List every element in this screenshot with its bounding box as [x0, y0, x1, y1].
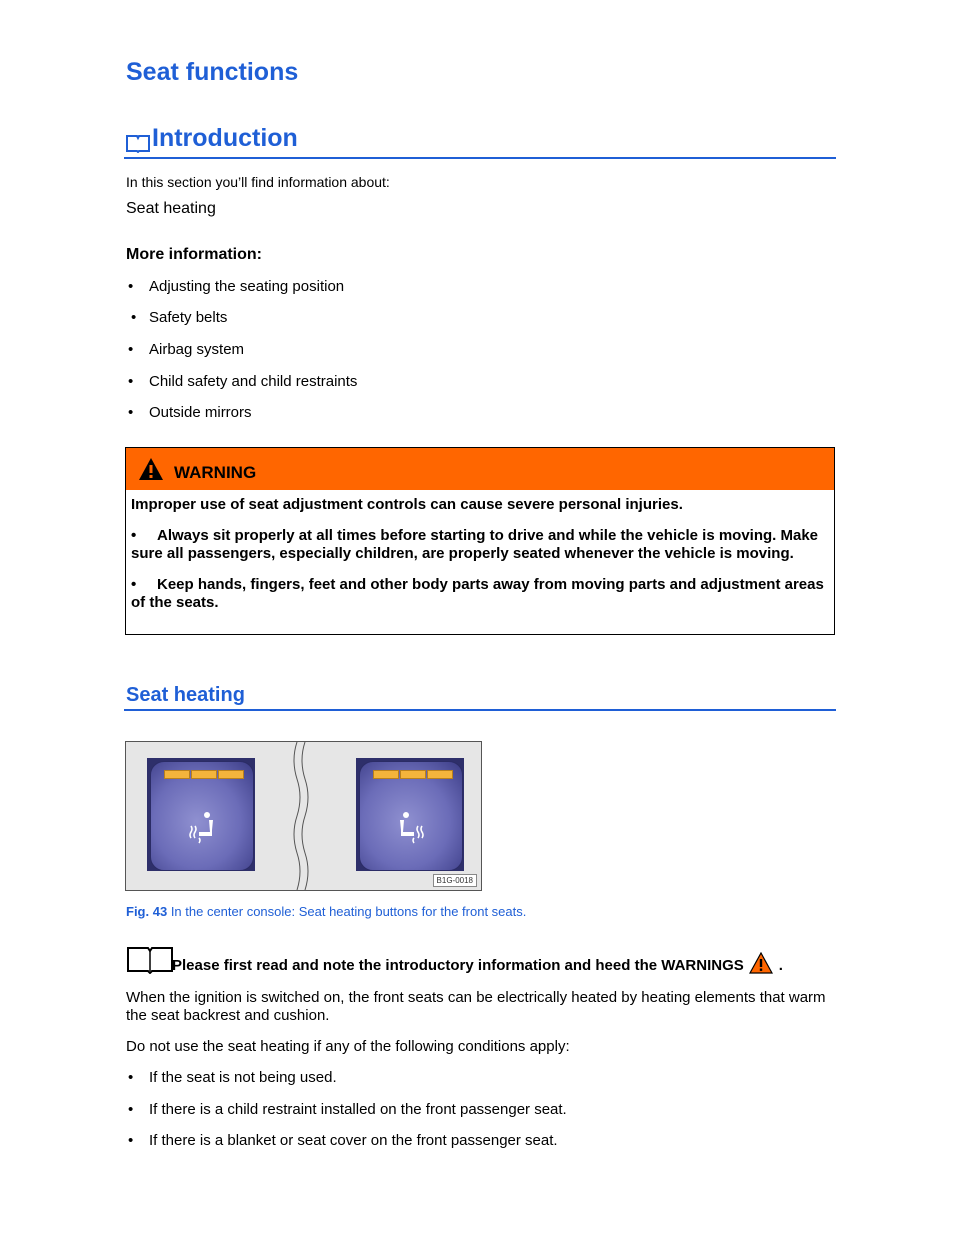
- warning-intro: Improper use of seat adjustment controls can cause severe personal injuries.: [131, 496, 683, 513]
- section-heading-introduction: [126, 124, 298, 153]
- list-item: • Outside mirrors: [128, 404, 252, 421]
- paragraph-conditions-intro: Do not use the seat heating if any of the following conditions apply:: [126, 1038, 570, 1055]
- warning-header: [126, 448, 834, 490]
- indicator-led: [191, 770, 217, 779]
- note-text: Please first read and note the introductory information and heed the WARNINGS: [172, 957, 744, 974]
- figure-number: Fig. 43: [126, 904, 168, 919]
- warning-item: • Always sit properly at all times before starting to drive and while the vehicle is moving. Make sure all passengers, especially children, are properly seated whenever the vehicle is moving.: [131, 527, 819, 562]
- read-first-note: [126, 944, 783, 974]
- figure-seat-heating-buttons: [125, 741, 482, 891]
- heading-rule: [124, 157, 836, 159]
- link-outside-mirrors[interactable]: Outside mirrors: [149, 404, 252, 421]
- introduction-title: Introduction: [152, 124, 298, 152]
- list-item: • If the seat is not being used.: [128, 1069, 337, 1086]
- link-airbag-system[interactable]: Airbag system: [149, 341, 245, 358]
- page-title: Seat functions: [126, 58, 299, 86]
- list-item: • Child safety and child restraints: [128, 373, 358, 390]
- figure-caption-text: In the center console: Seat heating buttons for the front seats.: [170, 904, 527, 919]
- indicator-led: [427, 770, 453, 779]
- heading-rule: [124, 709, 836, 711]
- seat-heating-icon: [394, 810, 426, 844]
- indicator-led: [164, 770, 190, 779]
- seat-heating-icon: [187, 810, 219, 844]
- list-item: • Safety belts: [131, 309, 228, 326]
- indicator-led: [373, 770, 399, 779]
- paragraph-ignition: When the ignition is switched on, the front seats can be electrically heated by heating elements that warm the seat backrest and cushion.: [126, 989, 826, 1024]
- note-end: .: [778, 957, 783, 974]
- list-item: • Adjusting the seating position: [128, 278, 345, 295]
- link-child-safety[interactable]: Child safety and child restraints: [149, 373, 358, 390]
- figure-caption: [126, 904, 526, 919]
- intro-topic-link[interactable]: Seat heating: [126, 200, 216, 217]
- section-heading-seat-heating: Seat heating: [126, 684, 245, 706]
- link-seating-position[interactable]: Adjusting the seating position: [149, 278, 345, 295]
- figure-code: B1G-0018: [433, 874, 477, 887]
- warning-triangle-icon: [138, 457, 164, 481]
- link-safety-belts[interactable]: Safety belts: [149, 309, 228, 326]
- book-icon: [126, 133, 150, 153]
- warning-item: • Keep hands, fingers, feet and other body parts away from moving parts and adjustment areas of the seats.: [131, 576, 824, 611]
- warning-title: WARNING: [174, 463, 257, 482]
- warning-box: [125, 447, 835, 635]
- warning-triangle-icon[interactable]: [749, 952, 773, 974]
- indicator-led: [218, 770, 244, 779]
- book-icon: [126, 944, 174, 974]
- right-seat-heating-button: [359, 761, 463, 871]
- left-seat-heating-button: [150, 761, 254, 871]
- list-item: • If there is a blanket or seat cover on the front passenger seat.: [128, 1132, 558, 1149]
- list-item: • Airbag system: [128, 341, 245, 358]
- list-item: • If there is a child restraint installed on the front passenger seat.: [128, 1101, 567, 1118]
- break-line-icon: [288, 742, 314, 890]
- indicator-led: [400, 770, 426, 779]
- more-info-label: More information:: [126, 246, 262, 263]
- intro-lead: In this section you’ll find information about:: [126, 174, 390, 190]
